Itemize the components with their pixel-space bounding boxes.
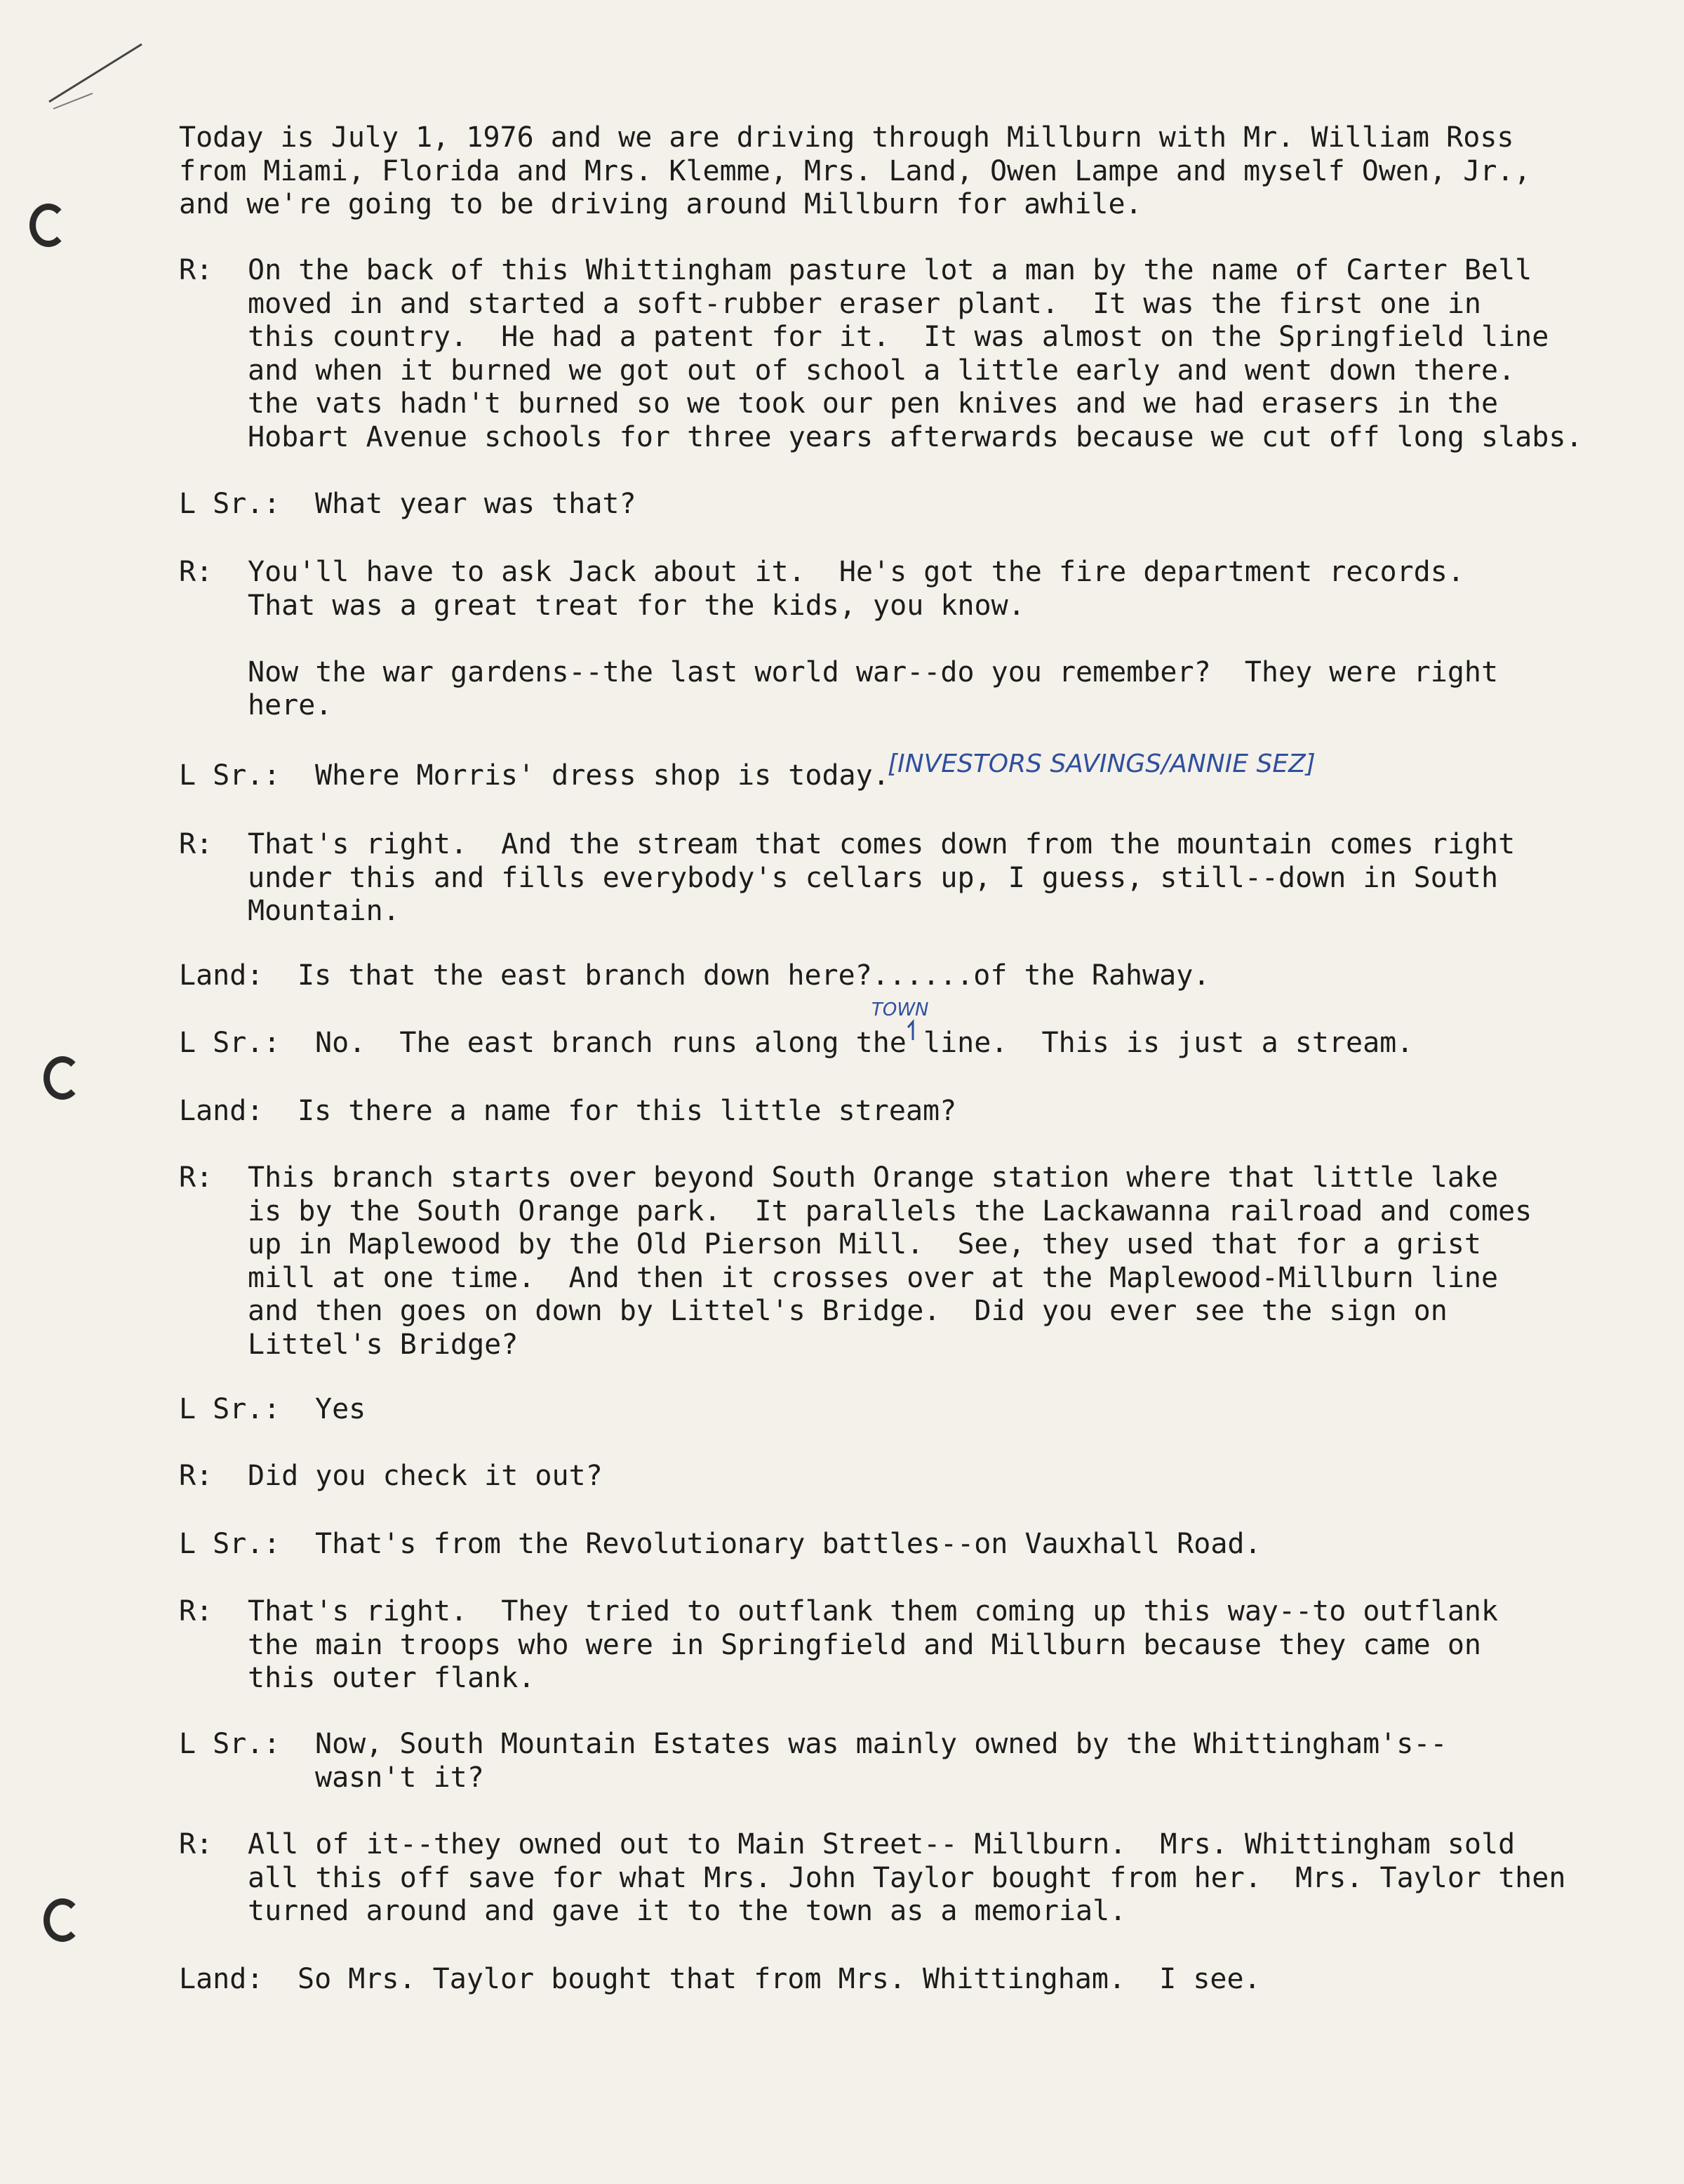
- speaker-label: R:: [179, 556, 213, 588]
- speaker-label: L Sr.:: [179, 1027, 281, 1059]
- speaker-label: L Sr.:: [179, 1528, 281, 1560]
- speech-text: No. The east branch runs along the line. This is just a stream.: [315, 1027, 1414, 1059]
- speech-text: That's from the Revolutionary battles--on Vauxhall Road.: [315, 1528, 1262, 1560]
- speech-text: On the back of this Whittingham pasture lot a man by the name of Carter Bell moved in and started a soft-rubber eraser plant. It was the first one in this country. He had a patent for it. It was almost on the Springfield line and when it burned we got out of school a little early and went down there. the vats hadn't burned so we took our pen knives and we had erasers in the Hobart Avenue schools for three years afterwards because we cut off long slabs.: [248, 254, 1583, 453]
- speaker-label: L Sr.:: [179, 1393, 281, 1425]
- speech-text: That's right. They tried to outflank them coming up this way--to outflank the main troops who were in Springfield and Millburn because they came on this outer flank.: [248, 1595, 1499, 1694]
- speech-text: Yes: [315, 1393, 366, 1425]
- speaker-label: R:: [179, 254, 213, 286]
- speaker-label: R:: [179, 828, 213, 860]
- speech-text: All of it--they owned out to Main Street-- Millburn. Mrs. Whittingham sold all this off save for what Mrs. John Taylor bought from her. Mrs. Taylor then turned around and gave it to the town as a memorial.: [248, 1828, 1566, 1927]
- speaker-label: R:: [179, 1828, 213, 1860]
- speaker-label: L Sr.:: [179, 759, 281, 792]
- speaker-label: R:: [179, 1595, 213, 1627]
- speech-text: What year was that?: [315, 488, 636, 520]
- speaker-label: L Sr.:: [179, 488, 281, 520]
- speech-text: Where Morris' dress shop is today.: [315, 759, 890, 792]
- speech-text: Is there a name for this little stream?: [298, 1095, 957, 1127]
- speaker-label: Land:: [179, 1095, 264, 1127]
- binder-hole-top: [29, 204, 67, 247]
- handwritten-annotation-town: TOWN: [871, 999, 929, 1020]
- handwritten-annotation-investors: [INVESTORS SAVINGS/ANNIE SEZ]: [888, 750, 1316, 778]
- speaker-label: L Sr.:: [179, 1728, 281, 1760]
- binder-hole-bottom: [44, 1898, 81, 1942]
- speech-text: This branch starts over beyond South Orange station where that little lake is by the South Orange park. It parallels the Lackawanna railroad and comes up in Maplewood by the Old Pierson Mill. See, they used that for a grist mill at one time. And then it crosses over at the Maplewood-Millburn line and then goes on down by Littel's Bridge. Did you ever see the sign on Littel's Bridge?: [248, 1161, 1532, 1361]
- speaker-label: Land:: [179, 959, 264, 992]
- speaker-label: R:: [179, 1460, 213, 1492]
- pen-scratch-mark: [44, 39, 149, 116]
- speech-text: So Mrs. Taylor bought that from Mrs. Whittingham. I see.: [298, 1963, 1261, 1995]
- speech-text: You'll have to ask Jack about it. He's got the fire department records. That was a great treat for the kids, you know. Now the war gardens--the last world war--do you remember? They were right here.: [248, 556, 1499, 721]
- intro-paragraph: Today is July 1, 1976 and we are driving through Millburn with Mr. William Ross from Miami, Florida and Mrs. Klemme, Mrs. Land, Owen Lampe and myself Owen, Jr., and we're going to be driving around Millburn for awhile.: [179, 121, 1531, 220]
- speaker-label: R:: [179, 1161, 213, 1194]
- speaker-label: Land:: [179, 1963, 264, 1995]
- speech-text: Now, South Mountain Estates was mainly owned by the Whittingham's-- wasn't it?: [315, 1728, 1448, 1794]
- speech-text: That's right. And the stream that comes down from the mountain comes right under this and fills everybody's cellars up, I guess, still--down in South Mountain.: [248, 828, 1516, 927]
- speech-text: Is that the east branch down here?......of the Rahway.: [298, 959, 1210, 992]
- speech-text: Did you check it out?: [248, 1460, 603, 1492]
- binder-hole-middle: [44, 1056, 81, 1100]
